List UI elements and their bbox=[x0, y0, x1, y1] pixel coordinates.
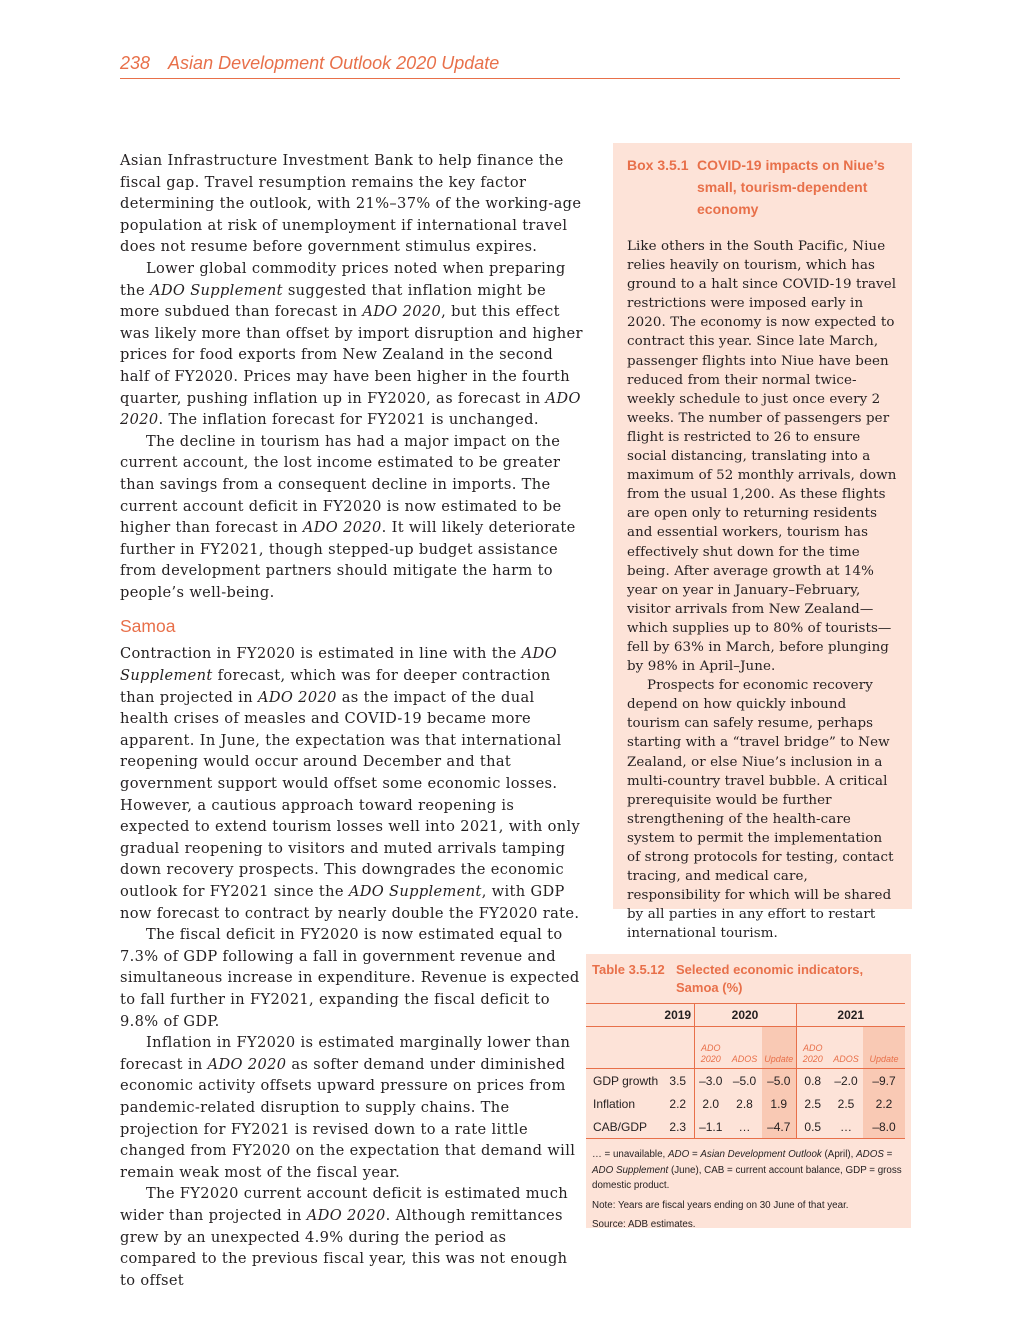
cell: 0.5 bbox=[796, 1115, 829, 1139]
main-column bbox=[120, 150, 586, 1291]
cell: –3.0 bbox=[694, 1069, 727, 1093]
subheader-update: Update bbox=[863, 1027, 905, 1069]
publication-title: Asian Development Outlook 2020 Update bbox=[168, 53, 500, 73]
cell: 2.3 bbox=[662, 1115, 694, 1139]
cell: … bbox=[829, 1115, 863, 1139]
table-note: Note: Years are fiscal years ending on 30 June of that year. bbox=[592, 1199, 849, 1211]
section-heading-samoa: Samoa bbox=[120, 616, 176, 637]
cell: –8.0 bbox=[863, 1115, 905, 1139]
table-row bbox=[586, 1092, 905, 1115]
row-label: GDP growth bbox=[593, 1073, 659, 1088]
table-title: Selected economic indicators, Samoa (%) bbox=[676, 962, 864, 995]
cell: –4.7 bbox=[762, 1115, 796, 1139]
subheader-ado2020: ADO 2020 bbox=[694, 1027, 727, 1069]
table-samoa-indicators bbox=[586, 954, 911, 1228]
cell: –5.0 bbox=[732, 1073, 757, 1088]
page-number: 238 bbox=[120, 53, 151, 73]
row-label: CAB/GDP bbox=[586, 1115, 662, 1139]
paragraph: The fiscal deficit in FY2020 is now estimated equal to 7.3% of GDP following a fall in government revenue and simultaneous increase in expenditure. Revenue is expected to fall further in FY2021, expanding the fiscal deficit to 9.8% of GDP. bbox=[120, 926, 580, 1030]
cell: 2.2 bbox=[669, 1096, 687, 1111]
table-heading bbox=[592, 961, 905, 997]
subheader-update: Update bbox=[762, 1027, 796, 1069]
box-covid-niue bbox=[613, 143, 912, 942]
cell: –9.7 bbox=[863, 1069, 905, 1093]
paragraph: The FY2020 current account deficit is estimated much wider than projected in ADO 2020. Although remittances grew by an unexpected 4.9% during the period as compared to the previous fiscal year, this was not enough to offset bbox=[120, 1185, 569, 1289]
box-title: COVID-19 impacts on Niue’s small, tourism-dependent economy bbox=[697, 157, 885, 217]
box-number: Box 3.5.1 bbox=[627, 157, 689, 173]
cell: –5.0 bbox=[762, 1069, 796, 1093]
subheader-ados: ADOS bbox=[829, 1027, 863, 1069]
abbreviations-note: … = unavailable, ADO = Asian Development Outlook (April), ADOS = ADO Supplement (June), CAB = current account balance, GDP = gross domestic product. bbox=[592, 1149, 902, 1191]
subheader-ados: ADOS bbox=[727, 1027, 762, 1069]
box-paragraph: Like others in the South Pacific, Niue relies heavily on tourism, which has ground to a halt since COVID-19 travel restrictions were imposed early in 2020. The economy is now expected to contract this year. Since late March, passenger flights into Niue have been reduced from their normal twice-weekly schedule to just once every 2 weeks. The number of passengers per flight is restricted to 26 to ensure social distancing, translating into a maximum of 52 monthly arrivals, down from the usual 1,200. As these flights are open only to returning residents and essential workers, tourism has effectively shut down for the time being. After average growth at 14% year on year in January–February, visitor arrivals from New Zealand—which supplies up to 80% of tourists—fell by 63% in March, before plunging by 98% in April–June. bbox=[627, 239, 897, 675]
paragraph: Contraction in FY2020 is estimated in line with the ADO Supplement forecast, which was for deeper contraction than projected in ADO 2020 as the impact of the dual health crises of measles and COVID-19 became more apparent. In June, the expectation was that international reopening would occur around December and that government support would offset some economic losses. However, a cautious approach toward reopening is expected to extend tourism losses well into 2021, with only gradual reopening to visitors and muted arrivals tamping down recovery prospects. This downgrades the economic outlook for FY2021 since the ADO Supplement, with GDP now forecast to contract by nearly double the FY2020 rate. bbox=[120, 645, 581, 922]
cell: 3.5 bbox=[669, 1073, 687, 1088]
year-header: 2019 bbox=[662, 1004, 694, 1027]
cell: 2.5 bbox=[837, 1096, 855, 1111]
paragraph: Asian Infrastructure Investment Bank to help finance the fiscal gap. Travel resumption remains the key factor determining the outlook, with 21%–37% of the working-age population at risk of unemployment if international travel does not resume before government stimulus expires. bbox=[120, 152, 582, 256]
cell: 2.2 bbox=[863, 1092, 905, 1115]
cell: 2.8 bbox=[736, 1096, 753, 1111]
cell: 0.8 bbox=[796, 1069, 829, 1093]
table-number: Table 3.5.12 bbox=[592, 962, 665, 977]
cell: 2.5 bbox=[796, 1092, 829, 1115]
row-label: Inflation bbox=[593, 1096, 636, 1111]
cell: –1.1 bbox=[694, 1115, 727, 1139]
box-heading bbox=[627, 154, 898, 220]
table-row bbox=[586, 1115, 905, 1139]
table-row bbox=[586, 1069, 905, 1093]
year-header: 2020 bbox=[694, 1004, 796, 1027]
paragraph: Lower global commodity prices noted when preparing the ADO Supplement suggested that inflation might be more subdued than forecast in ADO 2020, but this effect was likely more than offset by import disruption and higher prices for food exports from New Zealand in the second half of FY2020. Prices may have been higher in the fourth quarter, pushing inflation up in FY2020, as forecast in ADO 2020. The inflation forecast for FY2021 is unchanged. bbox=[120, 259, 583, 429]
paragraph: The decline in tourism has had a major impact on the current account, the lost income estimated to be greater than savings from a consequent decline in imports. The current account deficit in FY2020 is now estimated to be higher than forecast in ADO 2020. It will likely deteriorate further in FY2021, though stepped-up budget assistance from development partners should mitigate the harm to people’s well-being. bbox=[120, 432, 576, 601]
cell: 2.0 bbox=[694, 1092, 727, 1115]
table-footnotes bbox=[592, 1147, 905, 1233]
subheader-ado2020: ADO 2020 bbox=[796, 1027, 829, 1069]
box-paragraph: Prospects for economic recovery depend on how quickly inbound tourism can safely resume, perhaps starting with a “travel bridge” to New Zealand, or else Niue’s inclusion in a multi-country travel bubble. A critical prerequisite would be further strengthening of the health-care system to permit the implementation of strong protocols for testing, contact tracing, and medical care, responsibility for which will be shared by all parties in any effort to restart international tourism. bbox=[627, 678, 894, 942]
paragraph: Inflation in FY2020 is estimated marginally lower than forecast in ADO 2020 as softer demand under diminished economic activity offsets upward pressure on prices from pandemic-related disruption to supply chains. The projection for FY2021 is revised down to a rate little changed from FY2020 on the expectation that demand will remain weak most of the fiscal year. bbox=[120, 1034, 576, 1181]
cell: 1.9 bbox=[762, 1092, 796, 1115]
year-header: 2021 bbox=[796, 1004, 905, 1027]
table-source: Source: ADB estimates. bbox=[592, 1219, 696, 1230]
cell: … bbox=[727, 1115, 762, 1139]
indicators-table bbox=[586, 1003, 905, 1139]
cell: –2.0 bbox=[834, 1073, 858, 1088]
running-header bbox=[120, 52, 900, 79]
